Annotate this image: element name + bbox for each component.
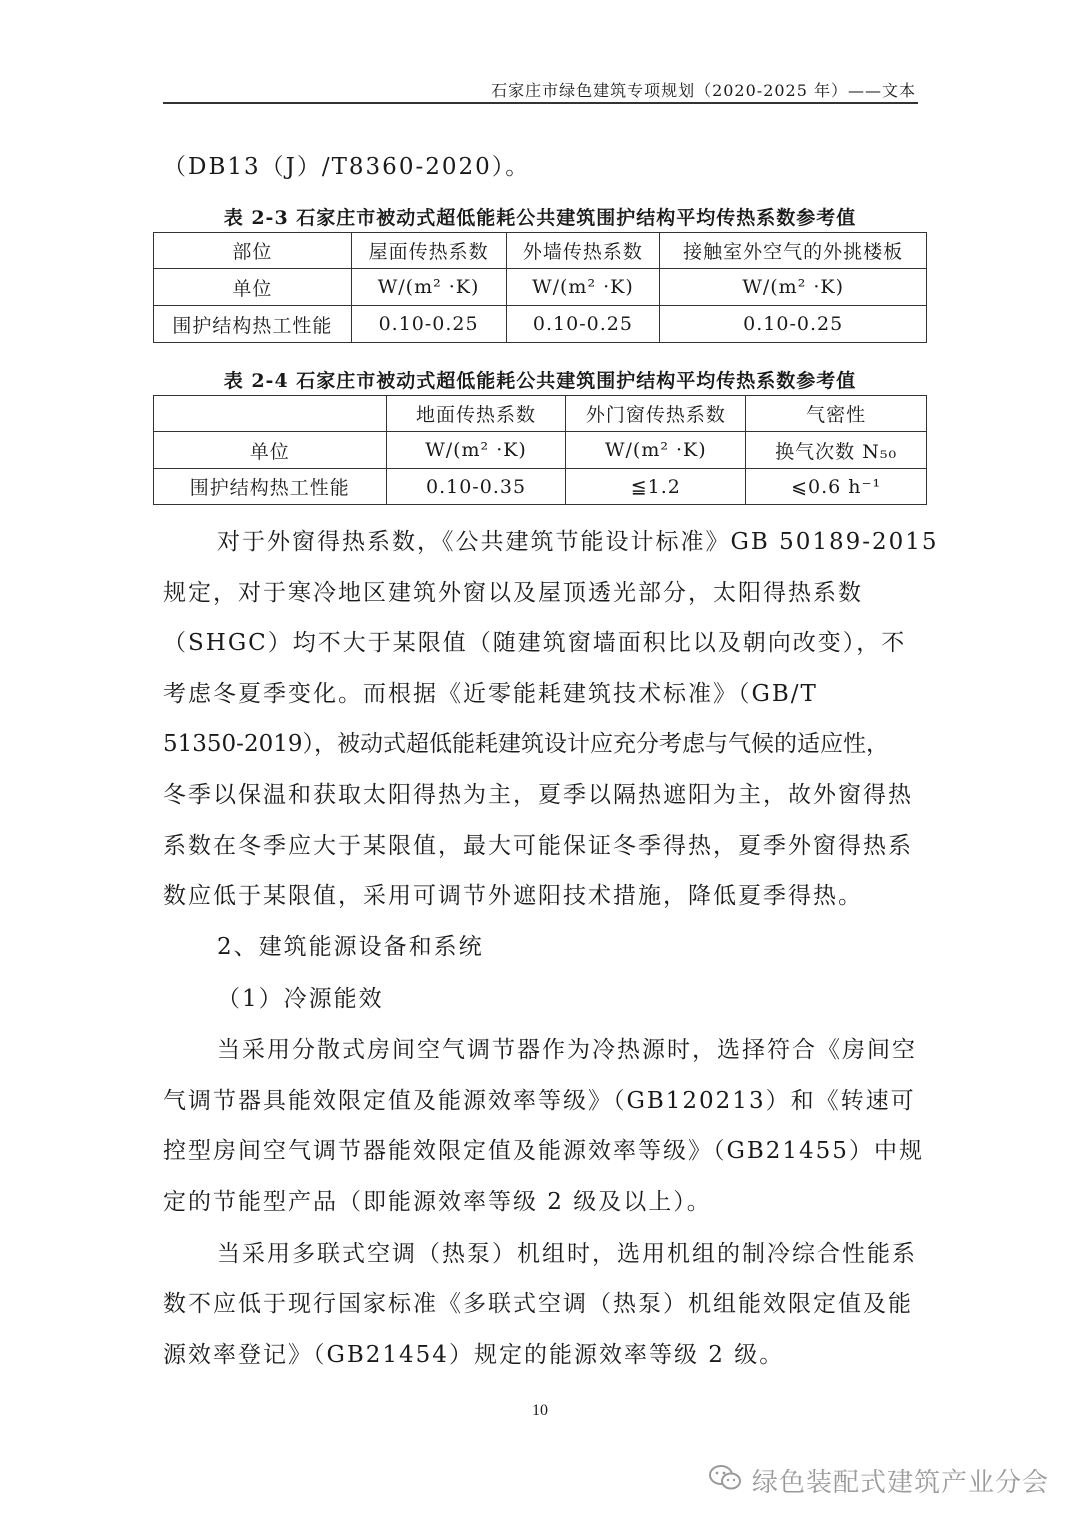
table-cell: W/(m² ·K) xyxy=(351,269,506,306)
paragraph-line: 对于外窗得热系数，《公共建筑节能设计标准》GB 50189-2015 xyxy=(217,529,939,555)
section-heading: 2、建筑能源设备和系统 xyxy=(217,934,484,960)
table-cell: W/(m² ·K) xyxy=(566,432,746,469)
wechat-icon xyxy=(708,1464,742,1492)
page-header xyxy=(163,76,918,104)
paragraph-line: 系数在冬季应大于某限值，最大可能保证冬季得热，夏季外窗得热系 xyxy=(163,833,913,859)
paragraph-line: 规定，对于寒冷地区建筑外窗以及屋顶透光部分，太阳得热系数 xyxy=(163,580,863,606)
table-cell: ⩽0.6 h⁻¹ xyxy=(746,469,927,505)
paragraph-line: 源效率登记》（GB21454）规定的能源效率等级 2 级。 xyxy=(163,1342,785,1368)
table-cell: 0.10-0.25 xyxy=(506,306,660,343)
table-cell: 围护结构热工性能 xyxy=(154,306,352,343)
subsection-heading: （1）冷源能效 xyxy=(217,986,384,1012)
table-cell: 单位 xyxy=(154,432,387,469)
table-row xyxy=(154,269,927,306)
table-cell: 0.10-0.35 xyxy=(386,469,566,505)
table-row xyxy=(154,306,927,343)
watermark xyxy=(708,1460,1068,1500)
table-cell: 单位 xyxy=(154,269,352,306)
table-cell: W/(m² ·K) xyxy=(386,432,566,469)
table-cell: W/(m² ·K) xyxy=(506,269,660,306)
table-header-cell: 地面传热系数 xyxy=(386,396,566,432)
watermark-text: 绿色装配式建筑产业分会 xyxy=(752,1468,1050,1498)
table-header-cell: 接触室外空气的外挑楼板 xyxy=(660,233,927,269)
table-row xyxy=(154,233,927,269)
paragraph-line: 定的节能型产品（即能源效率等级 2 级及以上）。 xyxy=(163,1189,712,1215)
paragraph-line: 考虑冬夏季变化。而根据《近零能耗建筑技术标准》（GB/T xyxy=(163,681,818,707)
paragraph-line: 气调节器具能效限定值及能源效率等级》（GB120213）和《转速可 xyxy=(163,1088,916,1114)
table-header-cell: 外门窗传热系数 xyxy=(566,396,746,432)
paragraph-line: 控型房间空气调节器能效限定值及能源效率等级》（GB21455）中规 xyxy=(163,1138,924,1164)
table-cell: 0.10-0.25 xyxy=(351,306,506,343)
table-2-3 xyxy=(153,232,927,343)
table-row xyxy=(154,396,927,432)
header-title: 石家庄市绿色建筑专项规划（2020-2025 年）——文本 xyxy=(491,81,916,100)
paragraph-line: 当采用分散式房间空气调节器作为冷热源时，选择符合《房间空 xyxy=(217,1037,917,1063)
table-2-3-caption: 表 2-3 石家庄市被动式超低能耗公共建筑围护结构平均传热系数参考值 xyxy=(223,207,857,229)
paragraph-line: 当采用多联式空调（热泵）机组时，选用机组的制冷综合性能系 xyxy=(217,1241,917,1267)
page-number: 10 xyxy=(532,1402,548,1419)
table-cell: W/(m² ·K) xyxy=(660,269,927,306)
table-row xyxy=(154,432,927,469)
paragraph-line: 数应低于某限值，采用可调节外遮阳技术措施，降低夏季得热。 xyxy=(163,883,863,909)
table-row xyxy=(154,469,927,505)
table-2-4-caption: 表 2-4 石家庄市被动式超低能耗公共建筑围护结构平均传热系数参考值 xyxy=(223,370,857,392)
table-cell: 围护结构热工性能 xyxy=(154,469,387,505)
table-header-cell: 气密性 xyxy=(746,396,927,432)
paragraph-line: 数不应低于现行国家标准《多联式空调（热泵）机组能效限定值及能 xyxy=(163,1291,913,1317)
paragraph-line: 51350-2019），被动式超低能耗建筑设计应充分考虑与气候的适应性， xyxy=(163,731,889,757)
table-header-cell xyxy=(154,396,387,432)
table-2-4 xyxy=(153,395,927,505)
paragraph-line: （SHGC）均不大于某限值（随建筑窗墙面积比以及朝向改变），不 xyxy=(163,630,907,656)
table-header-cell: 外墙传热系数 xyxy=(506,233,660,269)
table-header-cell: 屋面传热系数 xyxy=(351,233,506,269)
table-header-cell: 部位 xyxy=(154,233,352,269)
table-cell: ≦1.2 xyxy=(566,469,746,505)
table-cell: 0.10-0.25 xyxy=(660,306,927,343)
table-cell: 换气次数 N₅₀ xyxy=(746,432,927,469)
intro-line: （DB13（J）/T8360-2020）。 xyxy=(163,154,531,180)
paragraph-line: 冬季以保温和获取太阳得热为主，夏季以隔热遮阳为主，故外窗得热 xyxy=(163,782,913,808)
